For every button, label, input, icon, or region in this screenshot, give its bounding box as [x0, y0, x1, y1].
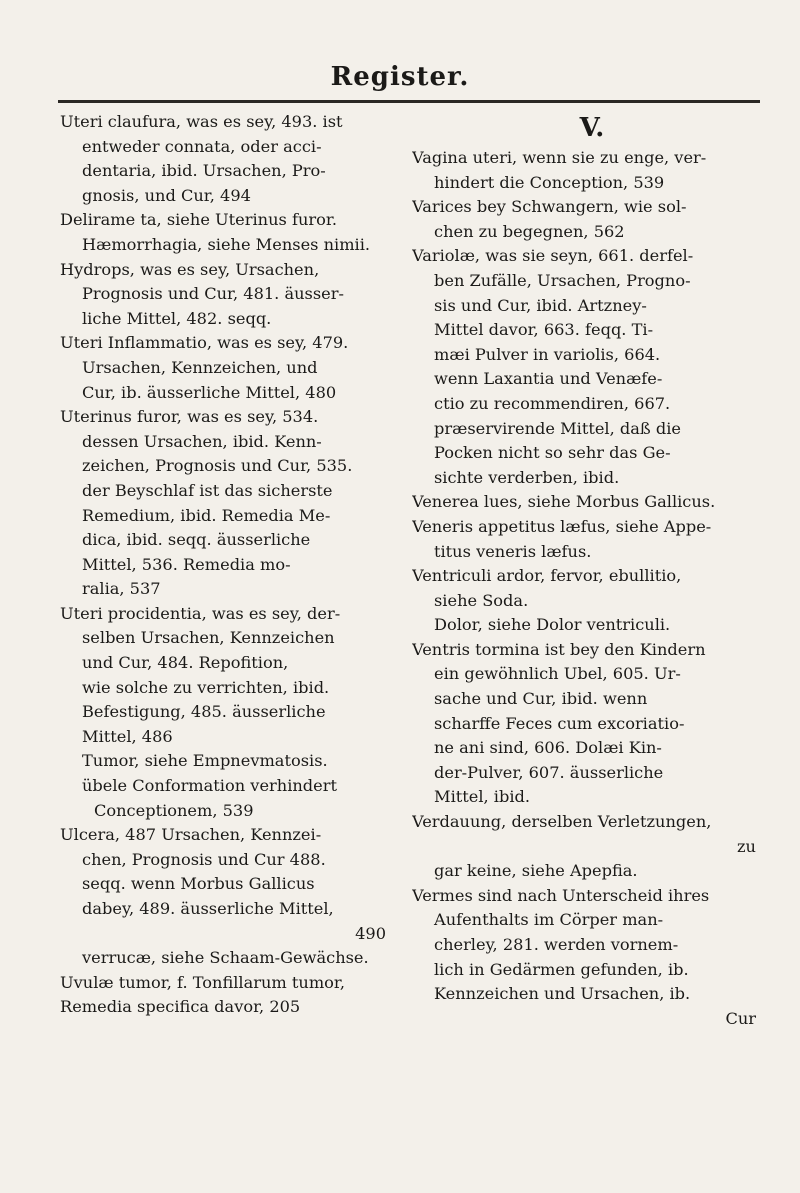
index-line: und Cur, 484. Repofition,: [82, 653, 289, 673]
index-entry: Verdauung, derselben Verletzungen,: [412, 812, 712, 832]
index-line: sache und Cur, ibid. wenn: [434, 689, 648, 709]
index-entry: Uteri procidentia, was es sey, der-: [60, 603, 341, 623]
header-rule: [58, 100, 760, 103]
index-line: Cur: [725, 1008, 756, 1028]
index-entry: Ulcera, 487 Ursachen, Kennzei-: [60, 825, 322, 845]
index-line: dentaria, ibid. Ursachen, Pro-: [82, 161, 326, 181]
page-header: Register.: [330, 62, 470, 92]
index-entry: Vagina uteri, wenn sie zu enge, ver-: [412, 148, 707, 167]
index-line: entweder connata, oder acci-: [82, 136, 322, 156]
index-entry: Tumor, siehe Empnevmatosis.: [82, 751, 328, 771]
index-line: chen zu begegnen, 562: [434, 221, 625, 241]
index-entry: Uterinus furor, was es sey, 534.: [60, 407, 319, 427]
index-line: Conceptionem, 539: [94, 800, 254, 820]
index-line: dabey, 489. äusserliche Mittel,: [82, 899, 334, 918]
index-line: wenn Laxantia und Venæfe-: [434, 369, 663, 389]
index-line: selben Ursachen, Kennzeichen: [82, 628, 335, 648]
index-entry: Uvulæ tumor, f. Tonfillarum tumor,: [60, 972, 346, 992]
index-entry: Hydrops, was es sey, Ursachen,: [60, 259, 320, 279]
index-entry: Dolor, siehe Dolor ventriculi.: [434, 615, 671, 635]
index-line: siehe Soda.: [434, 590, 529, 610]
index-line: der Beyschlaf ist das sicherste: [82, 480, 333, 500]
index-line: sichte verderben, ibid.: [434, 467, 620, 487]
index-line: chen, Prognosis und Cur 488.: [82, 849, 326, 869]
index-entry: Uteri claufura, was es sey, 493. ist: [60, 112, 343, 131]
index-entry: verrucæ, siehe Schaam-Gewächse.: [82, 948, 369, 968]
index-line: Kennzeichen und Ursachen, ib.: [434, 984, 691, 1004]
index-line: Mittel, ibid.: [434, 787, 531, 807]
index-line: Remedium, ibid. Remedia Me-: [82, 505, 331, 525]
index-line: ralia, 537: [82, 579, 161, 599]
index-line: mæi Pulver in variolis, 664.: [434, 344, 661, 364]
index-line: dica, ibid. seqq. äusserliche: [82, 530, 311, 550]
index-line: seqq. wenn Morbus Gallicus: [82, 874, 315, 894]
index-entry: Venerea lues, siehe Morbus Gallicus.: [412, 492, 716, 512]
index-line: Pocken nicht so sehr das Ge-: [434, 443, 671, 463]
index-entry: Vermes sind nach Unterscheid ihres: [412, 885, 710, 905]
index-line: liche Mittel, 482. seqq.: [82, 308, 272, 328]
index-entry: Uteri Inflammatio, was es sey, 479.: [60, 333, 349, 353]
index-line: dessen Ursachen, ibid. Kenn-: [82, 431, 322, 451]
index-line: cherley, 281. werden vornem-: [434, 935, 679, 954]
index-entry: Varices bey Schwangern, wie sol-: [412, 197, 687, 217]
index-line: ne ani sind, 606. Dolæi Kin-: [434, 738, 662, 758]
index-line: Ursachen, Kennzeichen, und: [82, 357, 318, 377]
index-line: zeichen, Prognosis und Cur, 535.: [82, 456, 353, 476]
index-line: ein gewöhnlich Ubel, 605. Ur-: [434, 664, 681, 684]
index-line: wie solche zu verrichten, ibid.: [82, 677, 330, 697]
index-entry: Remedia specifica davor, 205: [60, 997, 301, 1017]
index-entry: Delirame ta, siehe Uterinus furor.: [60, 210, 337, 230]
index-line: der-Pulver, 607. äusserliche: [434, 762, 664, 782]
index-entry: Variolæ, was sie seyn, 661. derfel-: [412, 246, 694, 266]
index-line: præservirende Mittel, daß die: [434, 418, 681, 438]
right-column: [412, 110, 762, 1031]
index-line: zu: [737, 836, 756, 856]
index-line: ben Zufälle, Ursachen, Progno-: [434, 270, 691, 290]
index-line: Cur, ib. äusserliche Mittel, 480: [82, 382, 337, 402]
index-line: Mittel davor, 663. feqq. Ti-: [434, 320, 654, 340]
index-line: lich in Gedärmen gefunden, ib.: [434, 959, 689, 979]
index-entry: Hæmorrhagia, siehe Menses nimii.: [82, 234, 371, 254]
index-line: Befestigung, 485. äusserliche: [82, 702, 326, 722]
index-entry: Veneris appetitus læfus, siehe Appe-: [412, 516, 712, 536]
index-line: Mittel, 536. Remedia mo-: [82, 554, 291, 574]
index-line: 490: [355, 923, 386, 943]
index-line: Mittel, 486: [82, 726, 173, 746]
section-letter: V.: [579, 113, 605, 143]
index-line: Aufenthalts im Cörper man-: [434, 910, 664, 930]
index-entry: Ventris tormina ist bey den Kindern: [412, 639, 706, 659]
index-entry: übele Conformation verhindert: [82, 776, 337, 796]
left-column: [60, 110, 392, 1020]
index-line: hindert die Conception, 539: [434, 172, 665, 192]
index-line: gar keine, siehe Apepfia.: [434, 861, 638, 881]
index-line: ctio zu recommendiren, 667.: [434, 393, 671, 413]
index-line: gnosis, und Cur, 494: [82, 185, 251, 205]
index-line: sis und Cur, ibid. Artzney-: [434, 295, 647, 315]
index-line: titus veneris læfus.: [434, 541, 592, 561]
index-line: scharffe Feces cum excoriatio-: [434, 713, 685, 733]
index-entry: Ventriculi ardor, fervor, ebullitio,: [412, 566, 682, 586]
index-line: Prognosis und Cur, 481. äusser-: [82, 284, 344, 304]
